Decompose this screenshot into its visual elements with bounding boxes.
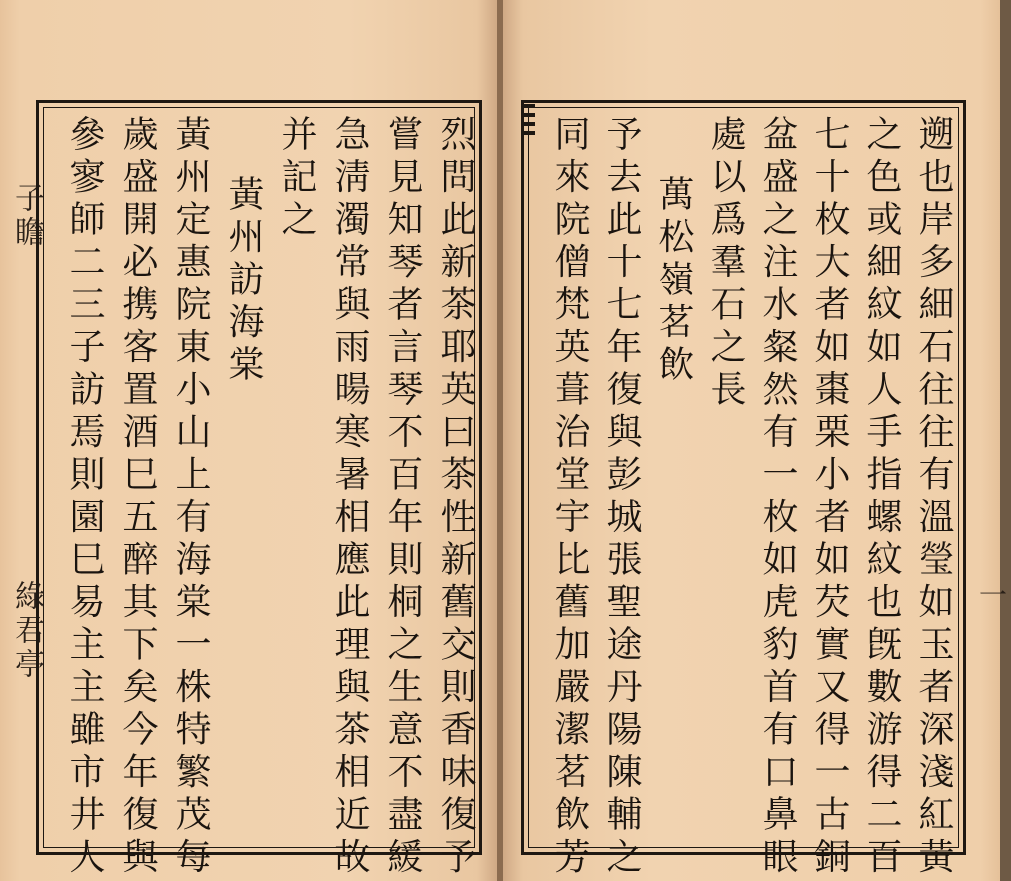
right-page — [503, 0, 1008, 881]
section-heading: 萬松嶺茗飲 — [653, 175, 694, 388]
text-column: 予去此十七年復與彭城張聖途丹陽陳輔之 — [601, 115, 642, 880]
text-column: 黃州定惠院東小山上有海棠一株特繁茂每 — [170, 115, 211, 880]
text-column: 處以爲羣石之長 — [705, 115, 746, 413]
text-column: 盆盛之注水粲然有一枚如虎豹首有口鼻眼 — [757, 115, 798, 880]
section-heading: 黃州訪海棠 — [223, 175, 264, 388]
page-number: 一 — [975, 580, 1008, 612]
margin-publisher: 綠君亭 — [9, 580, 44, 682]
text-column: 之色或細紋如人手指螺紋也旣數游得二百 — [861, 115, 902, 880]
text-column: 歲盛開必携客置酒巳五醉其下矣今年復與 — [117, 115, 158, 880]
left-page — [0, 0, 497, 881]
margin-title: 子瞻 — [9, 182, 44, 250]
text-column: 七十枚大者如棗栗小者如芡實又得一古銅 — [809, 115, 850, 880]
fish-tail-mark — [521, 104, 535, 140]
text-column: 遡也岸多細石往往有溫瑩如玉者深淺紅黃 — [913, 115, 954, 880]
text-column: 嘗見知琴者言琴不百年則桐之生意不盡緩 — [382, 115, 423, 880]
text-frame-left — [36, 100, 482, 880]
text-column: 急淸濁常與雨暘寒暑相應此理與茶相近故 — [329, 115, 370, 880]
text-column: 并記之 — [276, 115, 317, 243]
text-column: 同來院僧梵英葺治堂宇比舊加嚴潔茗飲芳 — [549, 115, 590, 880]
text-frame-right — [521, 100, 966, 880]
text-column: 烈問此新茶耶英曰茶性新舊交則香味復予 — [435, 115, 476, 880]
text-column: 參寥師二三子訪焉則園巳易主主雖市井人 — [64, 115, 105, 880]
